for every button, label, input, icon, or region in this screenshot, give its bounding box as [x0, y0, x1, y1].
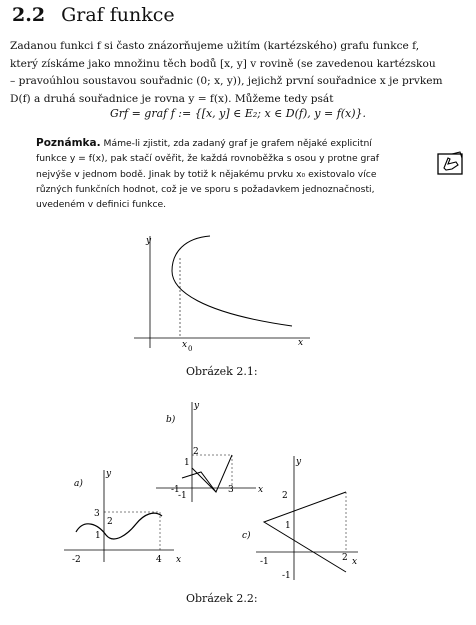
fig2c-tick: 2: [282, 491, 288, 501]
figure-2-1-caption: Obrázek 2.1:: [186, 365, 258, 378]
note-line: funkce y = f(x), pak stačí ověřit, že každá rovnoběžka s osou y protne graf: [36, 153, 380, 165]
fig2a-tick: 4: [156, 555, 162, 565]
fig2c-tick: -1: [282, 571, 291, 581]
note-line: Máme-li zjistit, zda zadaný graf je grafem nějaké explicitní: [103, 138, 372, 149]
fig2c-tick: 1: [285, 521, 291, 531]
intro-paragraph: [10, 38, 443, 108]
fig2a-tick: 2: [107, 517, 113, 527]
note-line: uvedeném v definici funkce.: [36, 199, 167, 211]
section-number: 2.2: [12, 4, 46, 26]
note-title: Poznámka.: [36, 137, 101, 149]
fig2c-tick: 2: [342, 553, 348, 563]
fig2b-tick: -1: [171, 485, 180, 495]
fig1-x0-sub: 0: [188, 345, 193, 353]
fig2b-tick: 1: [184, 458, 190, 468]
fig2b-y: y: [194, 401, 200, 411]
fig2c-x: x: [352, 557, 358, 567]
note-block: [36, 136, 406, 212]
figure-2-2-caption: Obrázek 2.2:: [186, 592, 258, 605]
fig2b-tick: 2: [193, 447, 199, 457]
fig2a-tick: 1: [95, 531, 101, 541]
paragraph-line: D(f) a druhá souřadnice je rovna y = f(x). Můžeme tedy psát: [10, 92, 334, 105]
fig2a-y: y: [106, 469, 112, 479]
paragraph-line: který získáme jako množinu těch bodů [x, y] v rovině (se zavedenou kartézskou: [10, 57, 436, 70]
fig2a-tick: -2: [72, 555, 81, 565]
fig2b-tick: -1: [178, 491, 187, 501]
section-heading: [12, 4, 175, 26]
figure-2-2: [56, 392, 376, 588]
fig1-curve: [172, 236, 292, 326]
graph-definition-formula: Grf = graf f := {[x, y] ∈ E₂; x ∈ D(f), y = f(x)}.: [109, 107, 367, 120]
fig1-x0-label: x: [182, 340, 188, 350]
fig2c-y: y: [296, 457, 302, 467]
fig2b-x: x: [258, 485, 264, 495]
paragraph-line: – pravoúhlou soustavou souřadnic (0; x, y)), jejichž první souřadnice x je prvkem: [10, 75, 443, 87]
paragraph-line: Zadanou funkci f si často znázorňujeme užitím (kartézského) grafu funkce f,: [10, 40, 420, 52]
fig1-y-label: y: [146, 236, 152, 246]
fig2b-tick: 3: [228, 485, 234, 495]
fig2a-tag: a): [74, 479, 83, 489]
fig2c-tag: c): [242, 531, 251, 541]
fig2b-tag: b): [166, 415, 176, 425]
fig2a-x: x: [176, 555, 182, 565]
hand-pointer-icon: [436, 150, 466, 178]
fig2a-tick: 3: [94, 509, 100, 519]
section-title: Graf funkce: [61, 4, 175, 26]
fig1-x-label: x: [298, 338, 304, 348]
figure-2-1: [120, 228, 320, 358]
fig2c-tick: -1: [260, 557, 269, 567]
note-line: nejvýše v jednom bodě. Jinak by totiž k nějakému prvku x₀ existovalo více: [36, 168, 377, 180]
note-line: různých funkčních hodnot, což je ve sporu s požadavkem jednoznačnosti,: [36, 183, 375, 195]
